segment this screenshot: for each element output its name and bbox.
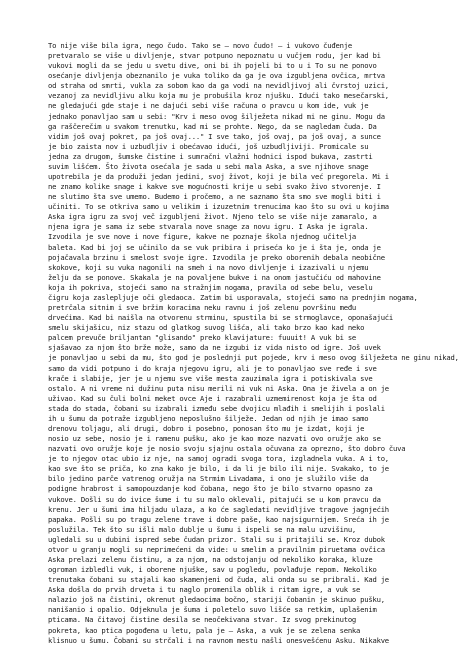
text-line: papaka. Pošli su po tragu zelene trave i dobre paše, kao najsigurnijem. Sreća ih je bbox=[48, 514, 389, 524]
text-line: nazvati ovo oružje koje je nosio svoju sjajnu ostala očuvana za oprezno, što dobro čuva bbox=[48, 444, 406, 454]
text-line: Izvodila je sve nove i nove figure, kakve ne poznaje škola njednog učitelja bbox=[48, 232, 357, 242]
text-line: nalazio još na čistini, okrenut gledaocima bočno, stariji čobanin je skinuo pušku, bbox=[48, 595, 385, 605]
text-line: drenovu toljagu, ali drugi, dobro i posebno, ponosan što mu je izdat, koji je bbox=[48, 423, 365, 433]
text-line: jedna za drugom, šumske čistine i sumračni vlažni hodnici ispod bukava, zastrti bbox=[48, 151, 373, 161]
text-line: ostalo. A ni vreme ni dužinu puta nisu merili ni vuk ni Aska. Ona je živela a on je bbox=[48, 383, 389, 393]
text-line: vukove. Došli su do ivice šume i tu su malo oklevali, pitajući se u kom pravcu da bbox=[48, 494, 381, 504]
text-line: nosio uz sebe, nosio je i ramenu pušku, ako je kao moze nazvati ovo oružje ako se bbox=[48, 434, 381, 444]
text-line: koja ih pokriva, stojeći samo na stražnjim nogama, pravila od sebe belu, veselu bbox=[48, 282, 373, 292]
text-line: krače i slabije, jer je u njemu sve više mesta zauzimala igra i potiskivala sve bbox=[48, 373, 373, 383]
text-line: smelu skijašicu, niz stazu od glatkog suvog lišća, ali tako brzo kao kad neko bbox=[48, 323, 365, 333]
text-line: vidim još ovaj pokret, pa još ovaj..." I sve tako, još ovaj, pa još ovaj, a sunce bbox=[48, 131, 381, 141]
text-line: ih u šumu da potraže izgubljeno neposlušno šilježe. Jedan od njih je imao samo bbox=[48, 413, 369, 423]
text-line: pokreta, kao ptica pogođena u letu, pala je — Aska, a vuk je se zelena senka bbox=[48, 625, 361, 635]
text-line: sjašavao za njom što brže može, samo da ne izgubi iz vida nisto od igre. Još uvek bbox=[48, 343, 381, 353]
text-line: njena igra je sama iz sebe stvarala nove snage za novu igru. I Aska je igrala. bbox=[48, 222, 369, 232]
text-line: otvor u granju mogli su neprimećeni da vide: u smelim a pravilnim piruetama ovčica bbox=[48, 544, 385, 554]
text-line: je bio zaista nov i uzbudljiv i obećavao idući, još uzbudljiviji. Promicale su bbox=[48, 141, 369, 151]
text-line: Aska prelazi zelenu čistinu, a za njom, na odstojanju od nekoliko koraka, kluze bbox=[48, 554, 373, 564]
text-line: pretrčala sitnim i sve bržim koracima neku ravnu i još zelenu površinu među bbox=[48, 303, 357, 313]
text-line: skokove, koji su vuka nagonili na smeh i na novo divljenje i izazivali u njemu bbox=[48, 262, 369, 272]
text-line: krenu. Jer u šumi ima hiljadu ulaza, a ko će sagledati nevidljive tragove jagnjećih bbox=[48, 504, 389, 514]
text-line: poslužila. Tek što su išli malo dublje u šumu i ispeli se na malu uzvišinu, bbox=[48, 524, 357, 534]
text-line: ga raščerečim u svakom trenutku, kad mi se prohte. Nego, da se nagledam čuda. Da bbox=[48, 121, 377, 131]
text-line: ne slutimo šta sve umemo. Budemo i pročemo, a ne saznamo šta smo sve mogli biti i bbox=[48, 192, 381, 202]
text-line: nanišanio i opalio. Odjeknula je šuma i poletelo suvo lišće sa retkim, uplašenim bbox=[48, 605, 377, 615]
text-line: pticama. Na čitavoj čistine desila se neočekivana stvar. Iz svog prekinutog bbox=[48, 615, 357, 625]
text-line: od straha od smrti, vukla za sobom kao da ga vodi na nevidljivoj ali čvrstoj uzici, bbox=[48, 81, 389, 91]
text-line: To nije više bila igra, nego čudo. Tako se — novo čudo! — i vukovo čuđenje bbox=[48, 41, 352, 50]
text-line: Aska došla do prvih drveta i tu naglo promenila oblik i ritam igre, a vuk se bbox=[48, 585, 361, 595]
text-line: samo da vidi potpuno i do kraja njegovu igru, ali je to ponavljao sve ređe i sve bbox=[48, 363, 377, 373]
text-line: je to njegov otac ubio iz nje, na samoj ogradi svoga tora, izgladnela vuka. A i to, bbox=[48, 454, 389, 464]
text-line: čigru koja zaslepljuje oči gledaoca. Zatim bi usporavala, stojeći samo na prednjim nogama, bbox=[48, 292, 418, 302]
text-line: je ponavljao u sebi da mu, što god je poslednji put pojede, krv i meso ovog šilježeta ne ginu nikad, bbox=[48, 353, 459, 363]
text-line: Aska igra igru za svoj več izgubljeni život. Njeno telo se više nije zamaralo, a bbox=[48, 212, 377, 222]
text-line: želju da se ponove. Skakala je na povaljene bukve i na onom jastučiću od mahovine bbox=[48, 272, 381, 282]
text-line: jednako ponavljao sam u sebi: "Krv i meso ovog šilježeta nikad mi ne ginu. Mogu da bbox=[48, 111, 385, 121]
text-line: ne znamo kolike snage i kakve sve mogućnosti krije u sebi svako živo stvorenje. I bbox=[48, 182, 381, 192]
text-line: stada do stada, čobani su izabrali između sebe dvojicu mlađih i smelijih i poslali bbox=[48, 403, 385, 413]
text-line: ugledali su u dubini ispred sebe čudan prizor. Stali su i pritajili se. Kroz dubok bbox=[48, 534, 385, 544]
text-line: suvim lišćem. Što života osećala je sada u sebi mala Aska, a sve njihove snage bbox=[48, 161, 369, 171]
text-line: učiniti. To se otkriva samo u velikim i izuzetnim trenucima kao što su ovi u kojima bbox=[48, 202, 389, 212]
text-line: trenutaka čobani su stajali kao skamenjeni od čuda, ali onda su se pribrali. Kad je bbox=[48, 575, 389, 585]
text-line: drvećima. Kad bi naišla na otvorenu strminu, spustila bi se strmoglavce, oponašajući bbox=[48, 313, 394, 323]
text-line: klisnuo u šumu. Čobani su strčali i na ravnom mestu našli onesvešćenu Asku. Nikakve bbox=[48, 635, 389, 645]
text-line: osećanje divljenja obeznanilo je vuka toliko da ga je ova izgubljena ovčica, mrtva bbox=[48, 71, 385, 81]
text-line: ne gledajući gde staje i ne dajući sebi više računa o pravcu u kom ide, vuk je bbox=[48, 101, 369, 111]
text-line: bilo jedino parče vatrenog oružja na Strmim Livadama, i ono je služilo više da bbox=[48, 474, 369, 484]
text-line: podigne hrabrost i samopouzdanje kod čobana, nego što je bilo stvarno opasno za bbox=[48, 484, 373, 494]
text-line: baleta. Kad bi joj se učinilo da se vuk pribira i priseća ko je i šta je, onda je bbox=[48, 242, 381, 252]
story-text bbox=[48, 41, 459, 646]
text-line: pretvaralo se više u divljenje, stvar potpuno nepoznatu u vučjem rodu, jer kad bi bbox=[48, 51, 381, 61]
text-line: upotrebila je da produži jedan jedini, svoj život, koji je bila već pregorela. Mi i bbox=[48, 172, 389, 182]
text-line: pojačavala brzinu i smelost svoje igre. Izvodila je preko oborenih debala neobične bbox=[48, 252, 385, 262]
text-line: vezanoj za nevidljivu alku koja mu je probušila kroz njušku. Idući tako mesečarski, bbox=[48, 91, 389, 101]
text-line: vukovi mogli da se jedu u svetu dive, oni bi ih pojeli bi to u i To su ne ponovo bbox=[48, 61, 377, 71]
text-line: ogroman izbledli vuk, i oborene njuške, sav u pogledu, povlađuje repom. Nekoliko bbox=[48, 565, 377, 575]
text-line: kao sve što se priča, ko zna kako je bilo, i da li je bilo ili nije. Svakako, to je bbox=[48, 464, 389, 474]
text-line: uživao. Kad su čuli bolni meket ovce Aje i razabrali uzmemirenost koja je šta od bbox=[48, 393, 377, 403]
text-line: palcem prevuče briljantan "glisando" preko klavijature: fuuuit! A vuk bi se bbox=[48, 333, 357, 343]
